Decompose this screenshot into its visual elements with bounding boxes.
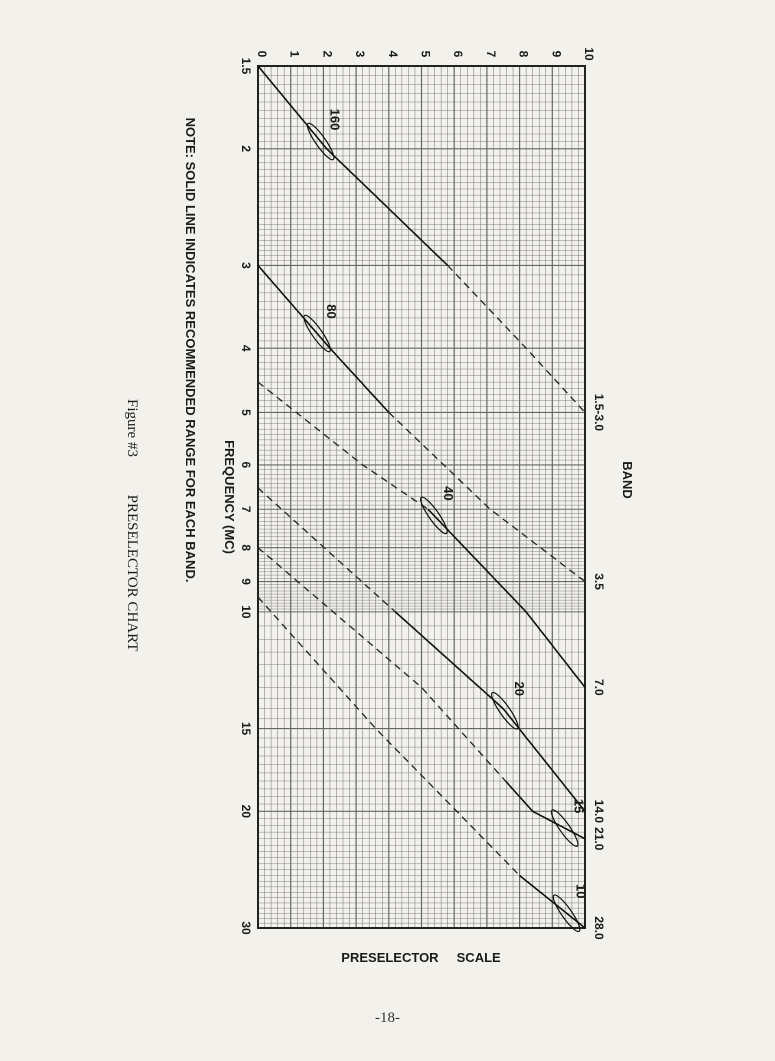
band-marker-label: 160 [327,108,343,131]
frequency-axis-title: FREQUENCY (MC) [222,440,237,554]
band-edge-label: 21.0 [592,827,606,851]
band-curve-dashed [448,265,585,412]
band-axis-title: BAND [620,461,635,499]
scale-tick-label: 9 [549,50,564,58]
band-edge-label: 7.0 [592,679,606,696]
figure-title: PRESELECTOR CHART [124,494,140,652]
band-curve-solid [258,66,448,265]
scale-tick-label: 3 [353,50,368,58]
band-edge-label: 28.0 [592,916,606,940]
scale-tick-label: 7 [483,50,498,58]
frequency-tick-label: 7 [239,505,253,513]
band-marker-label: 40 [440,486,456,501]
band-edge-label: 14.0 [592,799,606,824]
frequency-tick-label: 15 [239,721,253,736]
frequency-tick-label: 5 [239,409,253,416]
frequency-tick-label: 9 [239,578,253,585]
frequency-tick-label: 8 [239,544,253,552]
band-marker-label: 15 [571,798,587,814]
scale-tick-label: 0 [255,50,269,58]
frequency-tick-label: 3 [239,262,253,269]
frequency-tick-label: 2 [239,145,253,153]
band-curve-solid [395,612,587,814]
band-edge-label: 1.5-3.0 [592,393,606,432]
frequency-tick-label: 30 [239,921,253,935]
frequency-tick-label: 6 [239,461,253,469]
frequency-tick-label: 1.5 [239,57,253,75]
scale-tick-label: 10 [582,47,596,61]
scale-tick-label: 5 [418,50,433,58]
frequency-tick-label: 20 [239,804,253,819]
scale-tick-label: 2 [320,50,335,58]
band-marker-label: 20 [511,681,527,696]
band-marker-label: 80 [324,304,340,319]
band-curve-dashed [258,488,395,612]
chart-note: NOTE: SOLID LINE INDICATES RECOMMENDED RANGE FOR EACH BAND. [183,117,198,583]
scale-axis-title: PRESELECTOR SCALE [341,950,501,965]
scale-tick-label: 1 [287,50,302,58]
figure-number: Figure #3 [124,399,140,457]
frequency-tick-label: 4 [239,344,253,352]
scale-tick-label: 6 [451,50,466,58]
band-edge-label: 3.5 [592,573,606,590]
page-number: -18- [375,1010,400,1026]
band-marker-label: 10 [573,884,589,899]
scale-tick-label: 8 [516,50,531,58]
scale-tick-label: 4 [385,50,400,58]
frequency-tick-label: 10 [239,605,253,619]
